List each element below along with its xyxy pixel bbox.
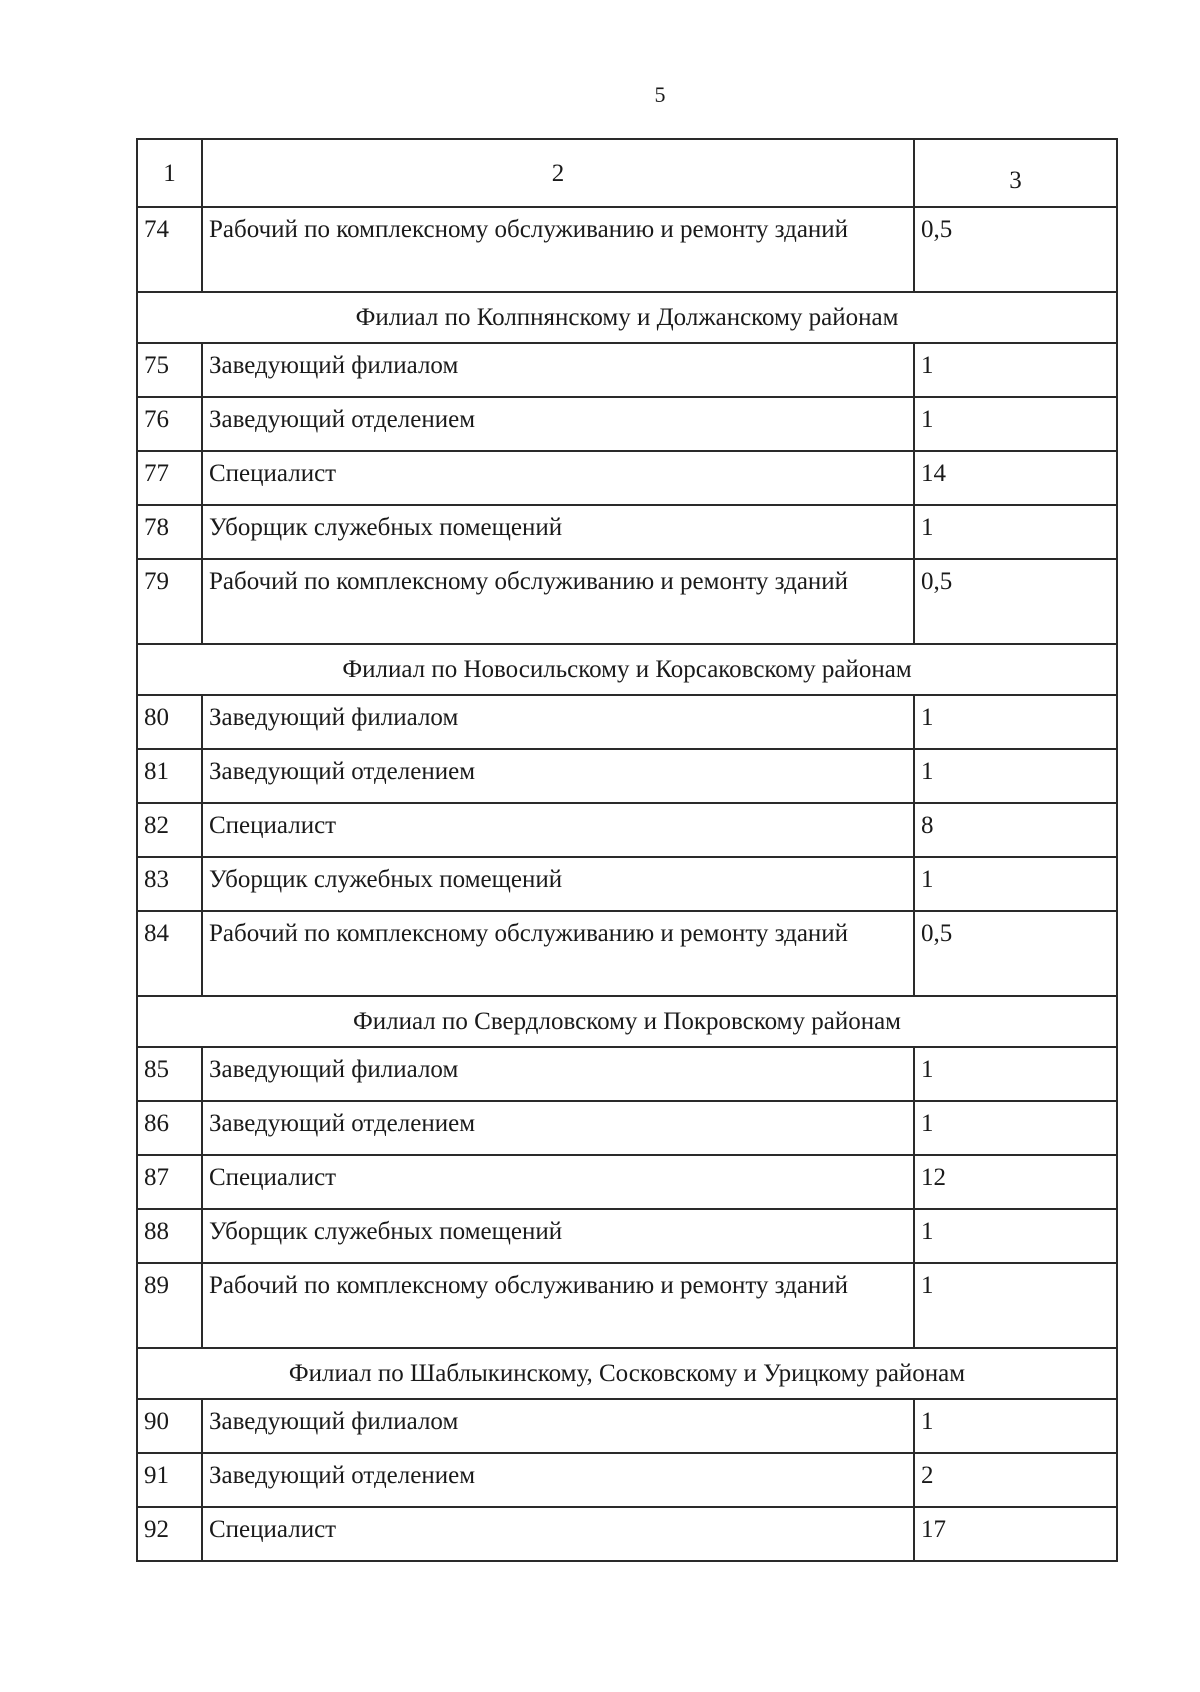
- header-cell-title: 2: [202, 139, 914, 207]
- row-number-cell: 90: [137, 1399, 202, 1453]
- quantity-cell: 12: [914, 1155, 1117, 1209]
- row-number-cell: 80: [137, 695, 202, 749]
- position-title-cell: Заведующий филиалом: [202, 1047, 914, 1101]
- row-number-cell: 92: [137, 1507, 202, 1561]
- row-number-cell: 78: [137, 505, 202, 559]
- row-number-cell: 89: [137, 1263, 202, 1348]
- row-number-cell: 88: [137, 1209, 202, 1263]
- row-number-cell: 85: [137, 1047, 202, 1101]
- table-row: [137, 1209, 1117, 1263]
- position-title-cell: Рабочий по комплексному обслуживанию и ремонту зданий: [202, 559, 914, 644]
- row-number-cell: 87: [137, 1155, 202, 1209]
- table-row: [137, 1101, 1117, 1155]
- position-title-cell: Уборщик служебных помещений: [202, 857, 914, 911]
- row-number-cell: 91: [137, 1453, 202, 1507]
- table-row: [137, 1047, 1117, 1101]
- section-row: [137, 996, 1117, 1047]
- row-number-cell: 86: [137, 1101, 202, 1155]
- row-number-cell: 83: [137, 857, 202, 911]
- quantity-cell: 1: [914, 505, 1117, 559]
- table-row: [137, 397, 1117, 451]
- table-row: [137, 559, 1117, 644]
- position-title-cell: Рабочий по комплексному обслуживанию и ремонту зданий: [202, 911, 914, 996]
- quantity-cell: 1: [914, 695, 1117, 749]
- table-row: [137, 695, 1117, 749]
- quantity-cell: 8: [914, 803, 1117, 857]
- quantity-cell: 2: [914, 1453, 1117, 1507]
- section-title: Филиал по Колпнянскому и Должанскому районам: [137, 292, 1117, 343]
- row-number-cell: 82: [137, 803, 202, 857]
- header-cell-quantity: 3: [914, 139, 1117, 207]
- table-row: [137, 1507, 1117, 1561]
- section-row: [137, 1348, 1117, 1399]
- row-number-cell: 84: [137, 911, 202, 996]
- position-title-cell: Уборщик служебных помещений: [202, 1209, 914, 1263]
- position-title-cell: Специалист: [202, 451, 914, 505]
- table-row: [137, 911, 1117, 996]
- position-title-cell: Заведующий отделением: [202, 1453, 914, 1507]
- staff-table: [136, 138, 1118, 1562]
- table-row: [137, 1155, 1117, 1209]
- position-title-cell: Заведующий отделением: [202, 1101, 914, 1155]
- header-cell-number: 1: [137, 139, 202, 207]
- quantity-cell: 1: [914, 1399, 1117, 1453]
- position-title-cell: Заведующий филиалом: [202, 343, 914, 397]
- table-row: [137, 343, 1117, 397]
- quantity-cell: 17: [914, 1507, 1117, 1561]
- table-row: [137, 857, 1117, 911]
- position-title-cell: Уборщик служебных помещений: [202, 505, 914, 559]
- position-title-cell: Заведующий филиалом: [202, 695, 914, 749]
- table-row: [137, 207, 1117, 292]
- quantity-cell: 1: [914, 1101, 1117, 1155]
- quantity-cell: 14: [914, 451, 1117, 505]
- table-row: [137, 451, 1117, 505]
- table-row: [137, 749, 1117, 803]
- table-row: [137, 505, 1117, 559]
- table-body: [137, 139, 1117, 1561]
- section-row: [137, 644, 1117, 695]
- row-number-cell: 81: [137, 749, 202, 803]
- position-title-cell: Специалист: [202, 1507, 914, 1561]
- page-number: 5: [654, 82, 666, 107]
- section-title: Филиал по Свердловскому и Покровскому районам: [137, 996, 1117, 1047]
- row-number-cell: 77: [137, 451, 202, 505]
- section-row: [137, 292, 1117, 343]
- quantity-cell: 0,5: [914, 559, 1117, 644]
- row-number-cell: 76: [137, 397, 202, 451]
- row-number-cell: 79: [137, 559, 202, 644]
- position-title-cell: Специалист: [202, 1155, 914, 1209]
- position-title-cell: Специалист: [202, 803, 914, 857]
- position-title-cell: Заведующий отделением: [202, 397, 914, 451]
- quantity-cell: 0,5: [914, 207, 1117, 292]
- quantity-cell: 1: [914, 857, 1117, 911]
- row-number-cell: 75: [137, 343, 202, 397]
- position-title-cell: Рабочий по комплексному обслуживанию и ремонту зданий: [202, 1263, 914, 1348]
- quantity-cell: 1: [914, 1263, 1117, 1348]
- quantity-cell: 0,5: [914, 911, 1117, 996]
- position-title-cell: Рабочий по комплексному обслуживанию и ремонту зданий: [202, 207, 914, 292]
- table-header-row: [137, 139, 1117, 207]
- quantity-cell: 1: [914, 749, 1117, 803]
- table-row: [137, 1453, 1117, 1507]
- quantity-cell: 1: [914, 397, 1117, 451]
- quantity-cell: 1: [914, 343, 1117, 397]
- section-title: Филиал по Шаблыкинскому, Сосковскому и Урицкому районам: [137, 1348, 1117, 1399]
- quantity-cell: 1: [914, 1047, 1117, 1101]
- section-title: Филиал по Новосильскому и Корсаковскому районам: [137, 644, 1117, 695]
- row-number-cell: 74: [137, 207, 202, 292]
- table-row: [137, 803, 1117, 857]
- position-title-cell: Заведующий филиалом: [202, 1399, 914, 1453]
- table-row: [137, 1399, 1117, 1453]
- quantity-cell: 1: [914, 1209, 1117, 1263]
- position-title-cell: Заведующий отделением: [202, 749, 914, 803]
- table-row: [137, 1263, 1117, 1348]
